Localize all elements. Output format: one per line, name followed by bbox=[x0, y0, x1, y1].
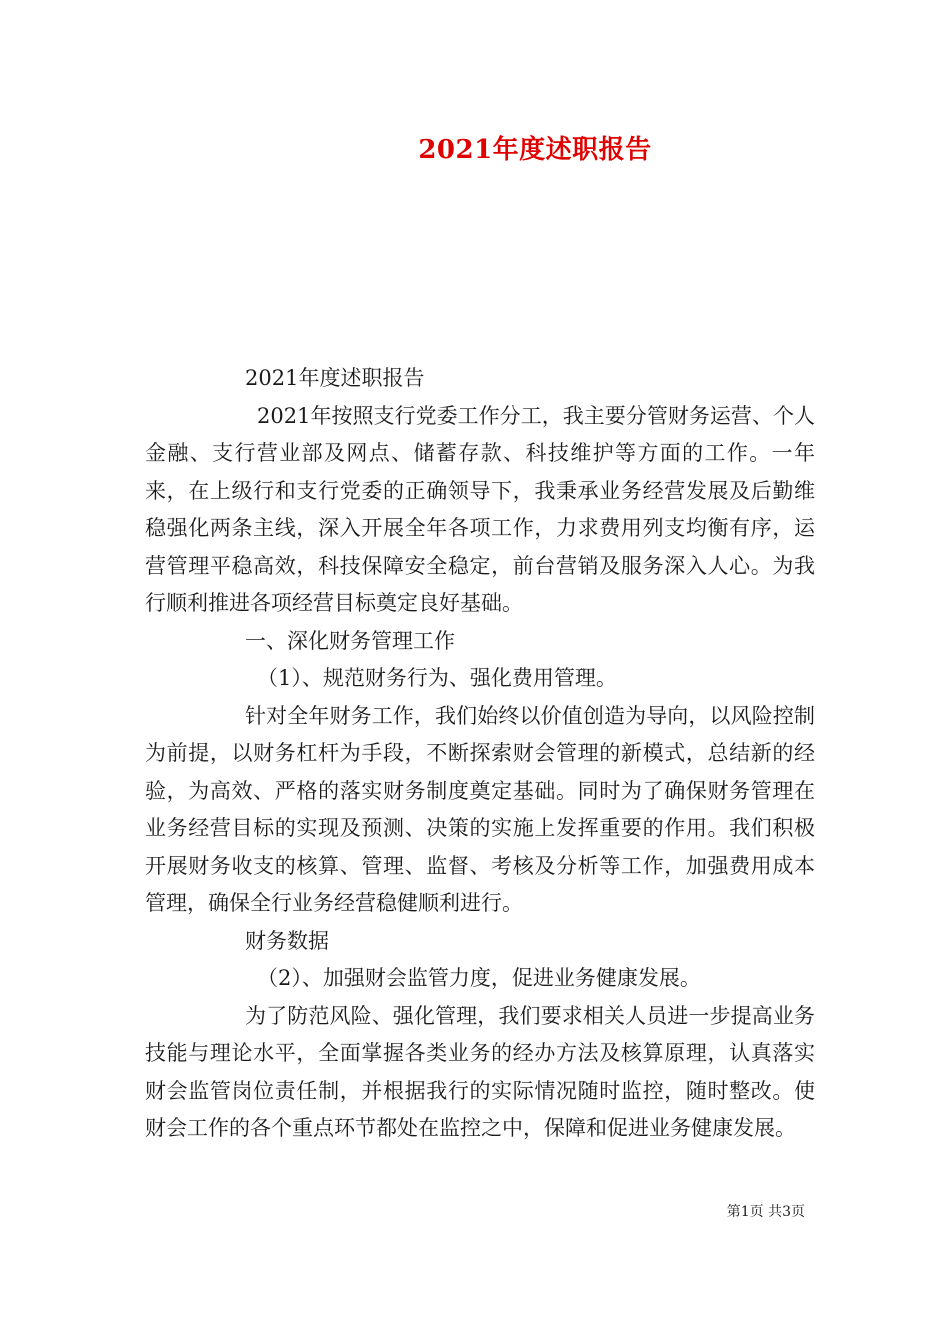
document-title: 2021年度述职报告 bbox=[418, 135, 652, 165]
subsection-heading-2: （2）、加强财会监管力度，促进业务健康发展。 bbox=[257, 966, 701, 990]
subsection-heading-1: （1）、规范财务行为、强化费用管理。 bbox=[257, 666, 617, 690]
body-paragraph-2: 为了防范风险、强化管理，我们要求相关人员进一步提高业务技能与理论水平，全面掌握各类业务的经办方法及核算原理，认真落实财会监管岗位责任制，并根据我行的实际情况随时监控，随时整改。使财会工作的各个重点环节都处在监控之中，保障和促进业务健康发展。 bbox=[145, 1003, 815, 1140]
document-body bbox=[145, 360, 815, 1148]
body-paragraph-1: 针对全年财务工作，我们始终以价值创造为导向，以风险控制为前提，以财务杠杆为手段，不断探索财会管理的新模式，总结新的经验，为高效、严格的落实财务制度奠定基础。同时为了确保财务管理在业务经营目标的实现及预测、决策的实施上发挥重要的作用。我们积极开展财务收支的核算、管理、监督、考核及分析等工作，加强费用成本管理，确保全行业务经营稳健顺利进行。 bbox=[145, 703, 815, 915]
section-heading-1: 一、深化财务管理工作 bbox=[245, 628, 455, 653]
intro-paragraph: 2021年按照支行党委工作分工，我主要分管财务运营、个人金融、支行营业部及网点、储蓄存款、科技维护等方面的工作。一年来，在上级行和支行党委的正确领导下，我秉承业务经营发展及后勤维稳强化两条主线，深入开展全年各项工作，力求费用列支均衡有序，运营管理平稳高效，科技保障安全稳定，前台营销及服务深入人心。为我行顺利推进各项经营目标奠定良好基础。 bbox=[145, 403, 815, 615]
heading-paragraph: 2021年度述职报告 bbox=[245, 366, 425, 390]
financial-data-label: 财务数据 bbox=[245, 928, 329, 953]
page-number: 第1页 共3页 bbox=[726, 1204, 805, 1220]
